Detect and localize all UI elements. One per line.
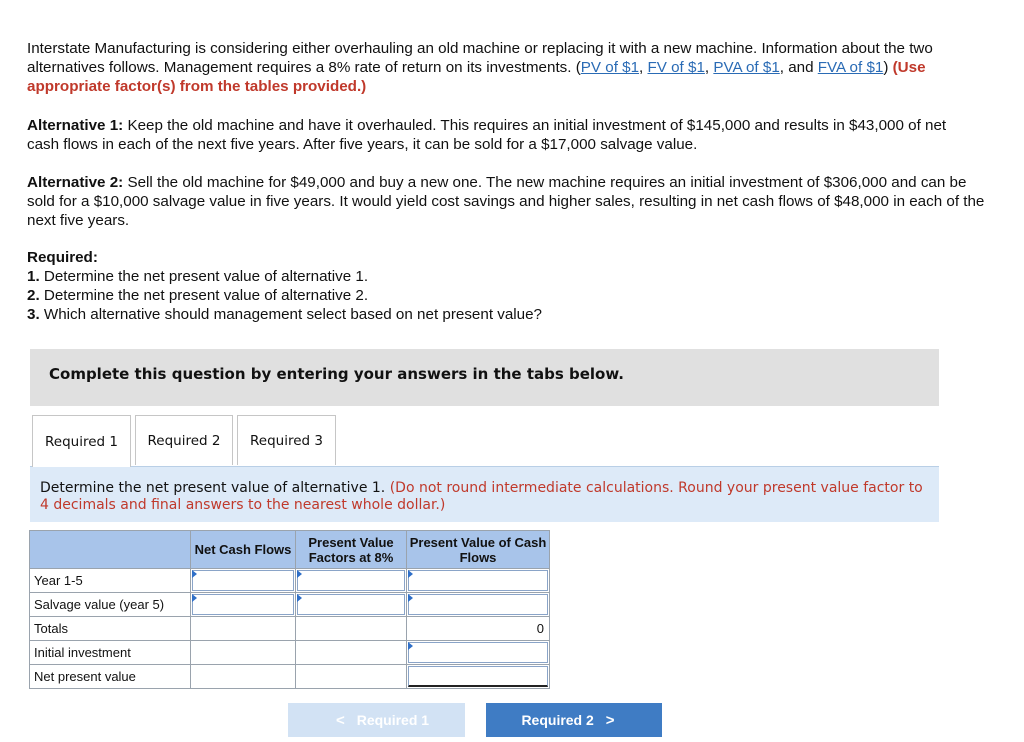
next-button-label: Required 2 xyxy=(521,712,594,728)
salvage-pv-cash-flow-input[interactable] xyxy=(408,594,548,615)
sep: , and xyxy=(779,59,818,76)
alternative-1-paragraph xyxy=(27,116,967,154)
salvage-pv-cash-flow-cell xyxy=(407,593,550,617)
required-text: Determine the net present value of alternative 2. xyxy=(39,287,369,304)
totals-empty-cell xyxy=(191,617,296,641)
header-blank xyxy=(30,531,191,569)
input-marker-icon xyxy=(297,570,302,578)
row-label-initial-investment: Initial investment xyxy=(30,641,191,665)
header-pv-factors: Present Value Factors at 8% xyxy=(296,531,407,569)
question-main: Determine the net present value of alternative 1. xyxy=(40,480,390,496)
required-title: Required: xyxy=(27,249,98,266)
required-text: Determine the net present value of alternative 1. xyxy=(39,268,369,285)
salvage-pv-factor-cell xyxy=(296,593,407,617)
intro-text: Interstate Manufacturing is considering either overhauling an old machine or replacing it with a new machine. Information about the two alternatives follows. Management requires a 8% rate of return on its investments. ( xyxy=(27,40,933,76)
salvage-pv-factor-input[interactable] xyxy=(297,594,405,615)
year15-net-cash-flow-input[interactable] xyxy=(192,570,294,591)
next-required-button[interactable] xyxy=(486,703,662,737)
table-row xyxy=(30,569,550,593)
row-label-year-1-5: Year 1-5 xyxy=(30,569,191,593)
sep: , xyxy=(639,59,648,76)
table-row xyxy=(30,641,550,665)
input-marker-icon xyxy=(297,594,302,602)
npv-cell xyxy=(407,665,550,689)
question-text xyxy=(40,480,935,514)
prev-button-label: Required 1 xyxy=(356,712,430,728)
sep: ) xyxy=(883,59,893,76)
table-header-row xyxy=(30,531,550,569)
header-pv-cash-flows: Present Value of Cash Flows xyxy=(407,531,550,569)
header-net-cash-flows: Net Cash Flows xyxy=(191,531,296,569)
npv-input[interactable] xyxy=(408,666,548,687)
question-bar xyxy=(30,466,939,522)
npv-empty-cell xyxy=(296,665,407,689)
table-row xyxy=(30,617,550,641)
year15-pv-factor-cell xyxy=(296,569,407,593)
intro-paragraph xyxy=(27,39,987,96)
salvage-net-cash-flow-cell xyxy=(191,593,296,617)
tab-required-1[interactable]: Required 1 xyxy=(32,415,131,467)
input-marker-icon xyxy=(408,570,413,578)
row-label-salvage: Salvage value (year 5) xyxy=(30,593,191,617)
question-note: (Do not round intermediate calculations. Round your present value factor to 4 decimals and final answers to the nearest whole dollar.) xyxy=(40,480,923,513)
table-row xyxy=(30,593,550,617)
chevron-left-icon: < xyxy=(335,711,345,729)
alternative-2-text: Sell the old machine for $49,000 and buy a new one. The new machine requires an initial investment of $306,000 and can be sold for a $10,000 salvage value in five years. It would yield cost savings and higher sales, resulting in net cash flows of $48,000 in each of the next five years. xyxy=(27,174,985,229)
tab-required-2[interactable]: Required 2 xyxy=(135,415,233,465)
npv-empty-cell xyxy=(191,665,296,689)
required-item-2 xyxy=(27,286,727,305)
required-num: 3. xyxy=(27,306,40,323)
alternative-1-text: Keep the old machine and have it overhauled. This requires an initial investment of $145,000 and results in $43,000 of net cash flows in each of the next five years. After five years, it can be sold for a $17,000 salvage value. xyxy=(27,117,947,153)
initial-investment-input[interactable] xyxy=(408,642,548,663)
required-item-3 xyxy=(27,305,727,324)
table-row xyxy=(30,665,550,689)
link-fv-of-1[interactable]: FV of $1 xyxy=(647,59,705,76)
year15-net-cash-flow-cell xyxy=(191,569,296,593)
salvage-net-cash-flow-input[interactable] xyxy=(192,594,294,615)
row-label-npv: Net present value xyxy=(30,665,191,689)
factor-note: (Use appropriate factor(s) from the tables provided.) xyxy=(27,59,926,95)
totals-empty-cell xyxy=(296,617,407,641)
alternative-1-label: Alternative 1: xyxy=(27,117,124,134)
instruction-text: Complete this question by entering your answers in the tabs below. xyxy=(49,365,624,383)
prev-required-button xyxy=(288,703,465,737)
instruction-box xyxy=(30,349,939,406)
input-marker-icon xyxy=(408,594,413,602)
required-text: Which alternative should management select based on net present value? xyxy=(39,306,543,323)
required-num: 1. xyxy=(27,268,40,285)
alternative-2-label: Alternative 2: xyxy=(27,174,124,191)
totals-value: 0 xyxy=(407,617,550,641)
link-fva-of-1[interactable]: FVA of $1 xyxy=(817,59,884,76)
link-pv-of-1[interactable]: PV of $1 xyxy=(580,59,640,76)
required-num: 2. xyxy=(27,287,40,304)
npv-table xyxy=(29,530,550,689)
input-marker-icon xyxy=(408,642,413,650)
sep: , xyxy=(704,59,714,76)
required-item-1 xyxy=(27,267,727,286)
required-section xyxy=(27,248,727,324)
year15-pv-cash-flow-cell xyxy=(407,569,550,593)
year15-pv-factor-input[interactable] xyxy=(297,570,405,591)
link-pva-of-1[interactable]: PVA of $1 xyxy=(713,59,780,76)
initial-empty-cell xyxy=(296,641,407,665)
tab-required-3[interactable]: Required 3 xyxy=(237,415,336,465)
input-marker-icon xyxy=(192,594,197,602)
row-label-totals: Totals xyxy=(30,617,191,641)
initial-empty-cell xyxy=(191,641,296,665)
chevron-right-icon: > xyxy=(605,711,615,729)
year15-pv-cash-flow-input[interactable] xyxy=(408,570,548,591)
input-marker-icon xyxy=(192,570,197,578)
initial-investment-cell xyxy=(407,641,550,665)
alternative-2-paragraph xyxy=(27,173,992,230)
